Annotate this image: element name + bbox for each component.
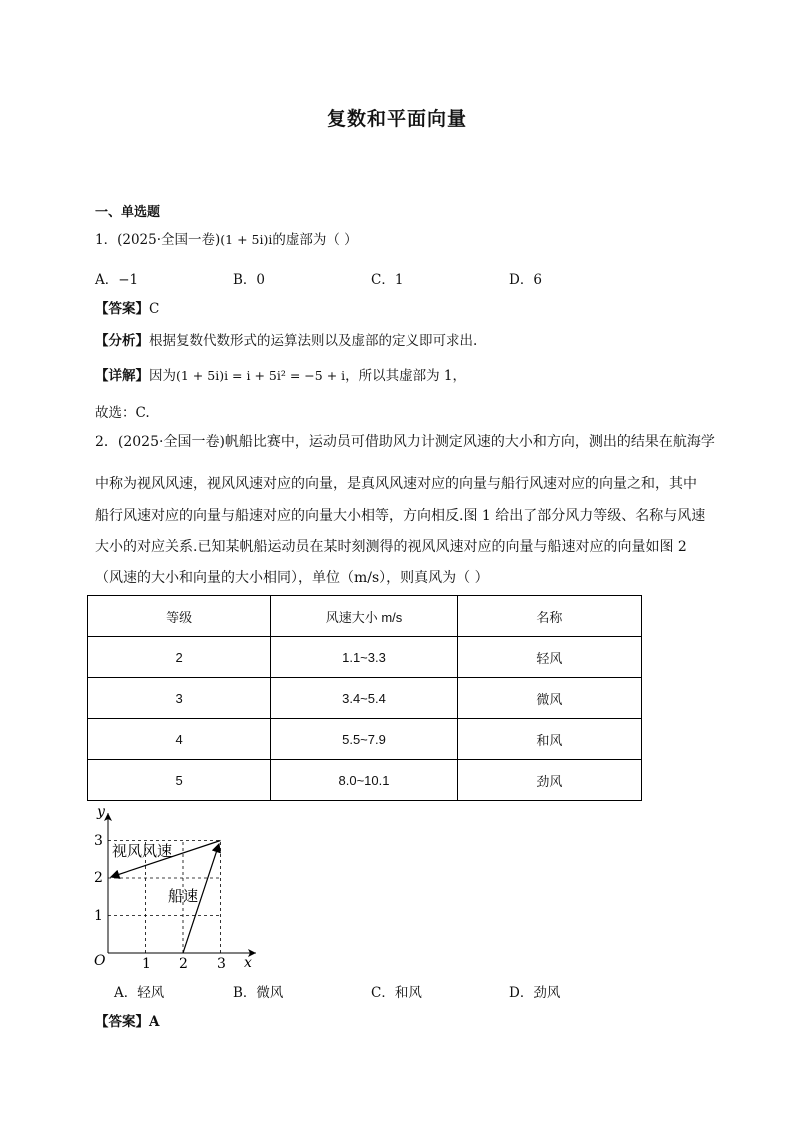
x-tick-label: 2 [179, 956, 188, 972]
table-cell: 1.1~3.3 [271, 637, 457, 678]
boat-speed-label: 船速 [168, 887, 199, 905]
answer-value: C [149, 301, 160, 317]
x-tick-label: 1 [142, 956, 151, 972]
answer-label: 【答案】 [95, 301, 149, 317]
y-axis-label: y [97, 805, 105, 820]
question-1-analysis [95, 331, 477, 351]
table-cell: 5.5~7.9 [271, 719, 457, 760]
table-cell: 劲风 [457, 760, 641, 801]
wind-table [87, 595, 642, 801]
analysis-label: 【分析】 [95, 333, 149, 349]
x-axis-label: x [244, 955, 252, 971]
analysis-text: 根据复数代数形式的运算法则以及虚部的定义即可求出. [149, 333, 478, 349]
detail-suffix: ，所以其虚部为 1， [345, 368, 467, 384]
question-2-line-2: 中称为视风风速，视风风速对应的向量，是真风风速对应的向量与船行风速对应的向量之和，其中 [95, 476, 697, 492]
question-1-answer [95, 299, 159, 319]
question-1-suffix: 的虚部为（ ） [272, 232, 358, 248]
page-title: 复数和平面向量 [326, 108, 467, 130]
table-header-cell: 名称 [457, 596, 641, 637]
question-1-option-a[interactable]: A．−1 [95, 272, 139, 288]
table-cell: 轻风 [457, 637, 641, 678]
question-2-line-4: 大小的对应关系.已知某帆船运动员在某时刻测得的视风风速对应的向量与船速对应的向量如图 2 [95, 539, 687, 555]
table-cell: 3.4~5.4 [271, 678, 457, 719]
detail-label: 【详解】 [95, 368, 149, 384]
table-row [88, 760, 642, 801]
origin-label: O [94, 953, 106, 969]
table-cell: 5 [88, 760, 271, 801]
apparent-wind-label: 视风风速 [112, 842, 173, 860]
question-2-option-a[interactable]: A．轻风 [114, 985, 165, 1001]
question-1-math: (1 + 5i)i [220, 232, 273, 247]
y-tick-label: 3 [94, 833, 103, 849]
table-cell: 微风 [457, 678, 641, 719]
table-cell: 4 [88, 719, 271, 760]
question-1-option-b[interactable]: B．0 [233, 272, 266, 288]
detail-math: (1 + 5i)i = i + 5i² = −5 + i [176, 368, 346, 383]
table-cell: 3 [88, 678, 271, 719]
answer-label: 【答案】 [95, 1014, 149, 1030]
vector-figure [88, 805, 268, 975]
question-1-stem [95, 230, 358, 250]
question-2-answer [95, 1012, 159, 1032]
table-cell: 2 [88, 637, 271, 678]
x-tick-label: 3 [217, 956, 226, 972]
question-2-line-5: （风速的大小和向量的大小相同），单位（m/s），则真风为（ ） [95, 570, 489, 586]
question-2-option-d[interactable]: D．劲风 [509, 985, 561, 1001]
table-row [88, 719, 642, 760]
question-1-option-d[interactable]: D．6 [509, 272, 542, 288]
question-1-option-c[interactable]: C．1 [371, 272, 404, 288]
question-1-detail [95, 366, 466, 386]
table-row [88, 637, 642, 678]
y-tick-label: 1 [94, 908, 103, 924]
table-cell: 和风 [457, 719, 641, 760]
y-tick-label: 2 [94, 870, 103, 886]
question-2-line-1: 2．(2025·全国一卷)帆船比赛中，运动员可借助风力计测定风速的大小和方向，测出的结果在航海学 [95, 434, 715, 450]
table-header-cell: 风速大小 m/s [271, 596, 457, 637]
question-2-option-b[interactable]: B．微风 [233, 985, 284, 1001]
question-2-option-c[interactable]: C．和风 [371, 985, 422, 1001]
table-row [88, 678, 642, 719]
question-2-line-3: 船行风速对应的向量与船速对应的向量大小相等，方向相反.图 1 给出了部分风力等级、名称与风速 [95, 508, 706, 524]
detail-prefix: 因为 [149, 368, 176, 384]
answer-value: A [149, 1014, 160, 1030]
question-1-prefix: 1．(2025·全国一卷) [95, 232, 221, 248]
question-1-conclusion: 故选：C. [95, 405, 150, 421]
table-header-row [88, 596, 642, 637]
section-heading: 一、单选题 [95, 205, 161, 220]
table-header-cell: 等级 [88, 596, 271, 637]
table-cell: 8.0~10.1 [271, 760, 457, 801]
